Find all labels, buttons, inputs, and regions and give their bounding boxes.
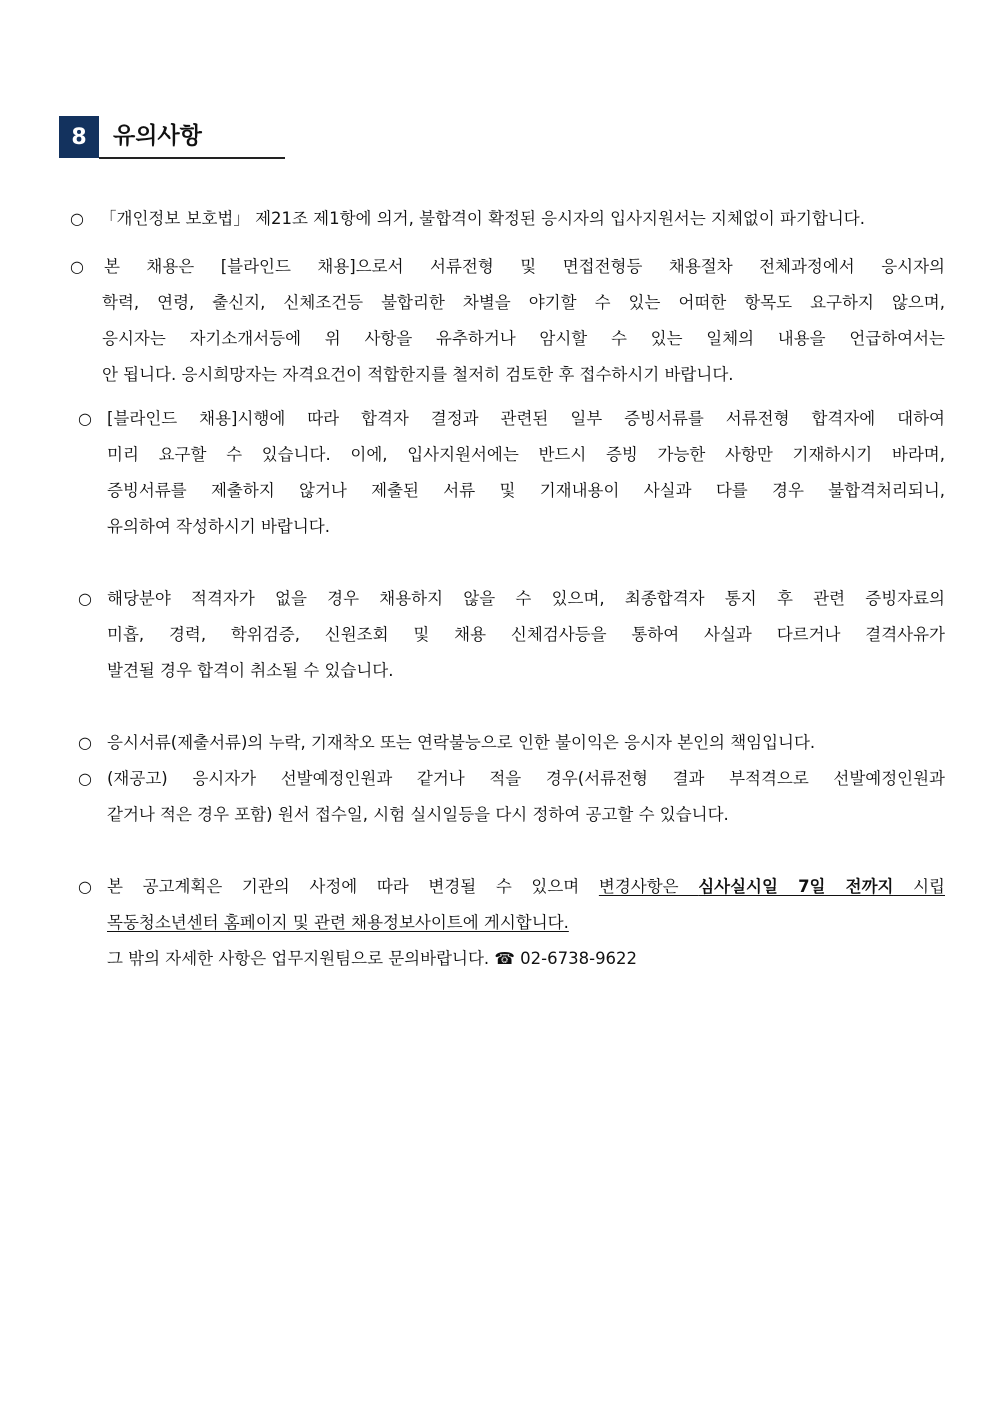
notice-line: 유의하여 작성하시기 바랍니다. [107, 517, 330, 536]
notice-line: 미흡, 경력, 학위검증, 신원조회 및 채용 신체검사등을 통하여 사실과 다르거나 결격사유가 [107, 625, 945, 644]
notice-line: 미리 요구할 수 있습니다. 이에, 입사지원서에는 반드시 증빙 가능한 사항만 기재하시기 바라며, [107, 445, 945, 464]
notice-line [107, 905, 945, 941]
notice-item-disqualification [107, 581, 945, 689]
notice-line: 응시서류(제출서류)의 누락, 기재착오 또는 연락불능으로 인한 불이익은 응시자 본인의 책임입니다. [107, 733, 816, 752]
bullet-icon: ○ [70, 209, 84, 228]
section-number-badge: 8 [59, 116, 99, 158]
notice-bold-deadline: 심사실시일 7일 전까지 [698, 877, 894, 896]
notice-line: 본 채용은 [블라인드 채용]으로서 서류전형 및 면접전형등 채용절차 전체과정에서 응시자의 [104, 257, 945, 276]
bullet-icon: ○ [78, 733, 92, 752]
notice-line: 발견될 경우 합격이 취소될 수 있습니다. [107, 661, 394, 680]
notice-line [107, 869, 945, 905]
notice-line: 응시자는 자기소개서등에 위 사항을 유추하거나 암시할 수 있는 일체의 내용을 언급하여서는 [102, 329, 945, 348]
notice-line: [블라인드 채용]시행에 따라 합격자 결정과 관련된 일부 증빙서류를 서류전형 합격자에 대하여 [107, 409, 945, 428]
notice-item-applicant-responsibility [107, 725, 945, 761]
notice-line: 안 됩니다. 응시희망자는 자격요건이 적합한지를 철저히 검토한 후 접수하시기 바랍니다. [102, 365, 734, 384]
bullet-icon: ○ [78, 409, 92, 428]
section-title: 유의사항 [113, 123, 202, 149]
notice-line: 해당분야 적격자가 없을 경우 채용하지 않을 수 있으며, 최종합격자 통지 후 관련 증빙자료의 [107, 589, 945, 608]
notice-underlined-text: 목동청소년센터 홈페이지 및 관련 채용정보사이트에 게시합니다. [107, 913, 569, 932]
bullet-icon: ○ [70, 257, 84, 276]
bullet-icon: ○ [78, 769, 92, 788]
notice-line: (재공고) 응시자가 선발예정인원과 같거나 적을 경우(서류전형 결과 부적격으로 선발예정인원과 [107, 769, 945, 788]
notice-item-blind-hiring [100, 249, 945, 393]
section-title-underline [99, 157, 285, 159]
bullet-icon: ○ [78, 589, 92, 608]
notice-item-privacy [100, 201, 920, 237]
notice-item-plan-changes [107, 869, 945, 977]
notice-line: 「개인정보 보호법」 제21조 제1항에 의거, 불합격이 확정된 응시자의 입사지원서는 지체없이 파기합니다. [100, 209, 865, 228]
notice-line: 학력, 연령, 출신지, 신체조건등 불합리한 차별을 야기할 수 있는 어떠한 항목도 요구하지 않으며, [102, 293, 945, 312]
contact-line: 그 밖의 자세한 사항은 업무지원팀으로 문의바랍니다. ☎ 02-6738-9622 [107, 949, 638, 968]
notice-text: 본 공고계획은 기관의 사정에 따라 변경될 수 있으며 [107, 877, 599, 896]
notice-item-re-announcement [107, 761, 945, 833]
notice-item-documents [107, 401, 945, 545]
notice-line: 같거나 적은 경우 포함) 원서 접수일, 시험 실시일등을 다시 정하여 공고할 수 있습니다. [107, 805, 729, 824]
notice-underlined-text: 시립 [893, 877, 945, 896]
notice-underlined-text: 변경사항은 [598, 877, 699, 896]
notice-line: 증빙서류를 제출하지 않거나 제출된 서류 및 기재내용이 사실과 다를 경우 불합격처리되니, [107, 481, 945, 500]
bullet-icon: ○ [78, 877, 92, 896]
